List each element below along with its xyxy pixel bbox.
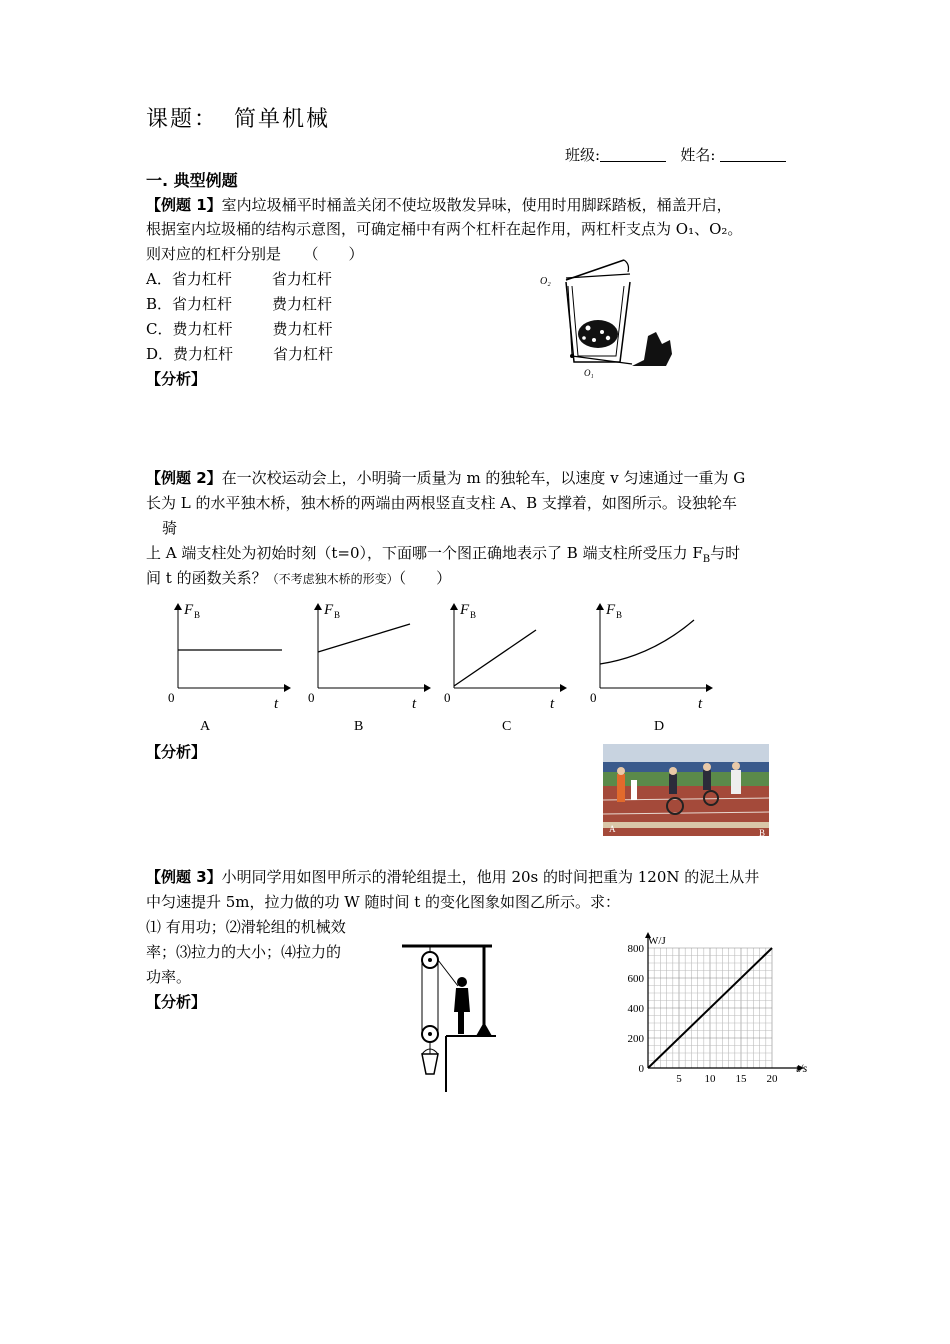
ex2-line2: 长为 L 的水平独木桥，独木桥的两端由两根竖直支柱 A、B 支撑着，如图所示。设独轮车 — [146, 494, 737, 512]
graph-d — [590, 602, 712, 734]
ex2-text5: 间 t 的函数关系？ — [146, 569, 267, 587]
option-c-second: 费力杠杆 — [272, 320, 333, 338]
ex1-option-b — [146, 292, 332, 316]
ex3-text1: 小明同学用如图甲所示的滑轮组提土，他用 20s 的时间把重为 120N 的泥土从井 — [221, 868, 760, 886]
ex1-text1: 室内垃圾桶平时桶盖关闭不使垃圾散发异味，使用时用脚踩踏板，桶盖开启， — [221, 196, 732, 214]
title-prefix: 课题： — [146, 107, 219, 132]
option-d-second: 省力杠杆 — [273, 345, 334, 363]
y-tick-label: 200 — [627, 1033, 644, 1045]
title-text: 简单机械 — [234, 107, 331, 132]
axis-y-sub: B — [470, 610, 477, 620]
o1-label: O₁ — [584, 368, 594, 378]
chart-y-label: W/J — [648, 935, 666, 947]
o2-label: O₂ — [540, 276, 551, 287]
ex3-line2: 中匀速提升 5m，拉力做的功 W 随时间 t 的变化图象如图乙所示。求： — [146, 893, 621, 911]
photo-label-a: A — [609, 824, 616, 834]
name-blank[interactable] — [720, 145, 786, 162]
axis-y-label: F — [184, 602, 194, 618]
ex3-line1 — [146, 865, 759, 889]
ex3-q2: 率；⑶拉力的大小；⑷拉力的 — [146, 943, 342, 961]
ex2-line5 — [146, 566, 451, 591]
graph-a — [168, 602, 290, 734]
axis-x-label: t — [274, 696, 279, 712]
y-tick-label: 600 — [627, 973, 644, 985]
graph-label-d: D — [654, 719, 665, 734]
ex1-line3: 则对应的杠杆分别是 （ ） — [146, 245, 364, 263]
axis-y-sub: B — [616, 610, 623, 620]
option-letter: B． — [146, 295, 173, 313]
axis-x-label: t — [698, 696, 703, 712]
axis-x-label: t — [412, 696, 417, 712]
class-blank[interactable] — [600, 145, 666, 162]
chart-axes — [645, 932, 804, 1071]
ex1-tag: 【例题 1】 — [146, 196, 222, 214]
ex1-line2: 根据室内垃圾桶的结构示意图，可确定桶中有两个杠杆在起作用，两杠杆支点为 O₁、O₂。 — [146, 220, 743, 238]
ex2-note: （不考虑独木桥的形变） — [266, 572, 399, 586]
ex2-bracket: （ ） — [398, 569, 452, 587]
ex1-option-a — [146, 267, 332, 291]
trash-can-figure — [536, 252, 686, 382]
option-letter: A． — [146, 270, 172, 288]
name-label: 姓名: — [680, 146, 716, 164]
option-c-first: 费力杠杆 — [172, 320, 233, 338]
y-tick-label: 800 — [627, 943, 644, 955]
ex2-analysis: 【分析】 — [146, 743, 207, 761]
axis-y-label: F — [606, 602, 616, 618]
photo-label-b: B — [759, 828, 766, 836]
option-b-first: 省力杠杆 — [172, 295, 233, 313]
ex2-text1: 在一次校运动会上，小明骑一质量为 m 的独轮车，以速度 v 匀速通过一重为 G — [221, 469, 746, 487]
x-tick-label: 10 — [704, 1073, 716, 1085]
origin-label: 0 — [308, 690, 315, 705]
ex2-line3: 骑 — [162, 519, 178, 537]
axis-y-sub: B — [334, 610, 341, 620]
ex2-tag: 【例题 2】 — [146, 469, 222, 487]
work-time-chart — [616, 930, 820, 1090]
pulley-figure — [400, 936, 496, 1092]
axis-y-label: F — [460, 602, 470, 618]
ex3-q1: ⑴ 有用功；⑵滑轮组的机械效 — [146, 918, 346, 936]
axis-y-sub: B — [194, 610, 201, 620]
chart-x-label: t/s — [796, 1061, 808, 1075]
ex2-graphs — [150, 598, 730, 738]
y-tick-label: 400 — [627, 1003, 644, 1015]
x-tick-label: 15 — [735, 1073, 747, 1085]
fb-subscript: B — [702, 554, 711, 565]
graph-label-a: A — [200, 719, 211, 734]
option-b-second: 费力杠杆 — [272, 295, 333, 313]
graph-b — [308, 602, 430, 734]
class-label: 班级: — [565, 146, 601, 164]
x-tick-label: 5 — [676, 1073, 682, 1085]
ex3-analysis: 【分析】 — [146, 993, 207, 1011]
ex2-text4: 上 A 端支柱处为初始时刻（t=0），下面哪一个图正确地表示了 B 端支柱所受压力 F — [146, 544, 703, 562]
option-letter: D． — [146, 345, 174, 363]
ex1-analysis: 【分析】 — [146, 370, 207, 388]
option-d-first: 费力杠杆 — [173, 345, 234, 363]
ex2-text4-end: 与时 — [710, 544, 741, 562]
option-letter: C． — [146, 320, 173, 338]
ex1-option-c — [146, 317, 333, 341]
class-name-line — [565, 143, 786, 167]
x-tick-label: 20 — [766, 1073, 778, 1085]
graph-label-c: C — [502, 719, 512, 734]
origin-label: 0 — [168, 690, 175, 705]
ex1-line1 — [146, 193, 732, 217]
axis-x-label: t — [550, 696, 555, 712]
option-a-first: 省力杠杆 — [171, 270, 232, 288]
option-a-second: 省力杠杆 — [271, 270, 332, 288]
axis-y-label: F — [324, 602, 334, 618]
origin-label: 0 — [444, 690, 451, 705]
ex2-line1 — [146, 466, 745, 490]
graph-c — [444, 602, 566, 734]
ex1-option-d — [146, 342, 333, 366]
unicycle-photo — [603, 744, 769, 836]
section-heading: 一. 典型例题 — [146, 171, 238, 190]
page-title — [146, 102, 330, 133]
y-tick-label: 0 — [638, 1063, 644, 1075]
ex3-q3: 功率。 — [146, 968, 192, 986]
origin-label: 0 — [590, 690, 597, 705]
graph-label-b: B — [354, 719, 364, 734]
ex3-tag: 【例题 3】 — [146, 868, 222, 886]
